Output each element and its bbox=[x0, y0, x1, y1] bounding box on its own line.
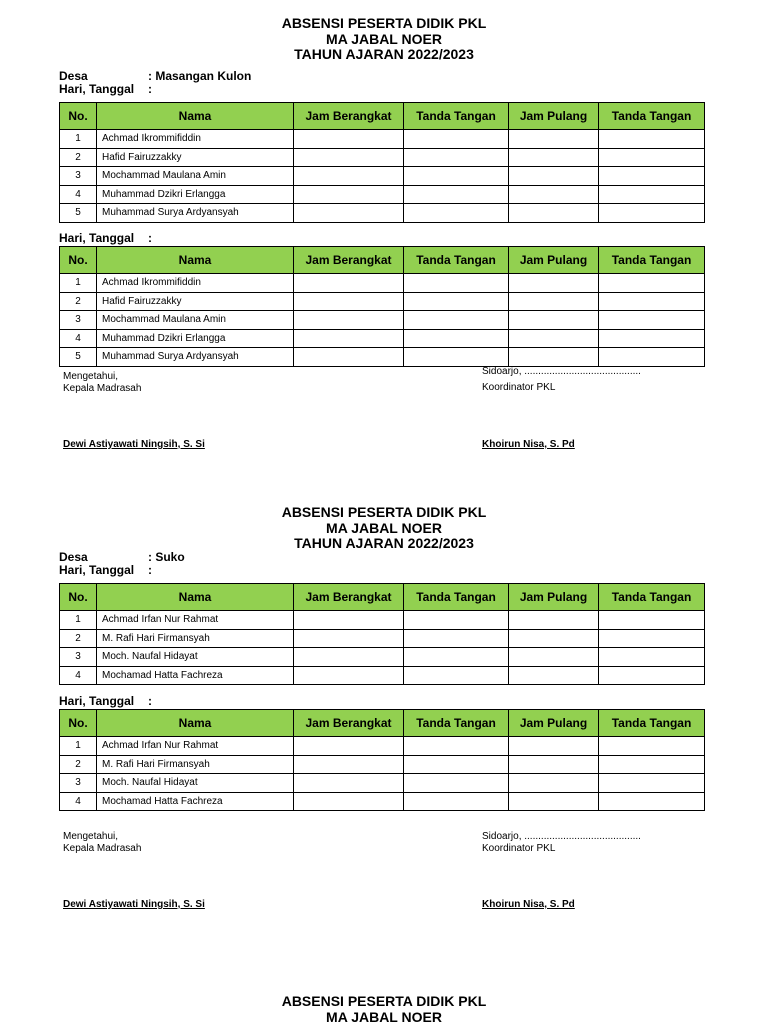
student-name: Mochamad Hatta Fachreza bbox=[97, 792, 294, 811]
row-number: 1 bbox=[60, 611, 97, 630]
attendance-table bbox=[59, 246, 705, 367]
row-number: 1 bbox=[60, 737, 97, 756]
coordinator-name: Khoirun Nisa, S. Pd bbox=[482, 899, 575, 910]
jam-pulang-cell[interactable] bbox=[509, 185, 599, 204]
jam-pulang-cell[interactable] bbox=[509, 755, 599, 774]
table-header-row bbox=[60, 103, 705, 130]
tanda-tangan-cell[interactable] bbox=[599, 648, 705, 667]
tanda-tangan-cell[interactable] bbox=[404, 755, 509, 774]
student-name: Achmad Ikrommifiddin bbox=[97, 274, 294, 293]
header-jam-berangkat: Jam Berangkat bbox=[294, 710, 404, 737]
header-nama: Nama bbox=[97, 584, 294, 611]
jam-berangkat-cell[interactable] bbox=[294, 629, 404, 648]
tanda-tangan-cell[interactable] bbox=[404, 204, 509, 223]
jam-pulang-cell[interactable] bbox=[509, 611, 599, 630]
jam-pulang-cell[interactable] bbox=[509, 292, 599, 311]
approval-block bbox=[63, 371, 141, 394]
tanda-tangan-cell[interactable] bbox=[404, 648, 509, 667]
student-name: Moch. Naufal Hidayat bbox=[97, 648, 294, 667]
tanda-tangan-cell[interactable] bbox=[599, 755, 705, 774]
table-row bbox=[60, 311, 705, 330]
table-row bbox=[60, 148, 705, 167]
kepala-madrasah-text: Kepala Madrasah bbox=[63, 843, 141, 855]
row-number: 4 bbox=[60, 329, 97, 348]
school-name: MA JABAL NOER bbox=[0, 32, 768, 48]
row-number: 3 bbox=[60, 648, 97, 667]
tanda-tangan-cell[interactable] bbox=[599, 274, 705, 293]
attendance-table bbox=[59, 709, 705, 811]
hari-tanggal-label: Hari, Tanggal bbox=[59, 564, 148, 577]
jam-pulang-cell[interactable] bbox=[509, 348, 599, 367]
table-row bbox=[60, 130, 705, 149]
header-no: No. bbox=[60, 247, 97, 274]
table-row bbox=[60, 648, 705, 667]
jam-berangkat-cell[interactable] bbox=[294, 737, 404, 756]
jam-berangkat-cell[interactable] bbox=[294, 666, 404, 685]
attendance-table bbox=[59, 583, 705, 685]
tanda-tangan-cell[interactable] bbox=[404, 167, 509, 186]
section-2-title bbox=[0, 505, 768, 552]
student-name: Muhammad Surya Ardyansyah bbox=[97, 348, 294, 367]
tanda-tangan-cell[interactable] bbox=[599, 167, 705, 186]
jam-berangkat-cell[interactable] bbox=[294, 311, 404, 330]
jam-berangkat-cell[interactable] bbox=[294, 774, 404, 793]
table-row bbox=[60, 737, 705, 756]
school-name: MA JABAL NOER bbox=[0, 1010, 768, 1025]
header-jam-pulang: Jam Pulang bbox=[509, 584, 599, 611]
student-name: Muhammad Dzikri Erlangga bbox=[97, 185, 294, 204]
doc-title: ABSENSI PESERTA DIDIK PKL bbox=[0, 505, 768, 521]
desa-label: Desa bbox=[59, 551, 148, 564]
tanda-tangan-cell[interactable] bbox=[404, 329, 509, 348]
tanda-tangan-cell[interactable] bbox=[404, 611, 509, 630]
tanda-tangan-cell[interactable] bbox=[404, 130, 509, 149]
hari-tanggal-label: Hari, Tanggal bbox=[59, 83, 148, 96]
jam-berangkat-cell[interactable] bbox=[294, 204, 404, 223]
student-name: M. Rafi Hari Firmansyah bbox=[97, 755, 294, 774]
approval-block bbox=[63, 831, 141, 854]
header-no: No. bbox=[60, 710, 97, 737]
hari-tanggal-line bbox=[59, 695, 152, 708]
student-name: Achmad Irfan Nur Rahmat bbox=[97, 611, 294, 630]
header-no: No. bbox=[60, 103, 97, 130]
jam-berangkat-cell[interactable] bbox=[294, 611, 404, 630]
jam-berangkat-cell[interactable] bbox=[294, 185, 404, 204]
student-name: M. Rafi Hari Firmansyah bbox=[97, 629, 294, 648]
student-name: Mochammad Maulana Amin bbox=[97, 311, 294, 330]
section-1-title bbox=[0, 16, 768, 63]
table-row bbox=[60, 666, 705, 685]
header-tanda-tangan: Tanda Tangan bbox=[599, 584, 705, 611]
mengetahui-text: Mengetahui, bbox=[63, 371, 141, 383]
header-jam-berangkat: Jam Berangkat bbox=[294, 584, 404, 611]
row-number: 5 bbox=[60, 348, 97, 367]
tanda-tangan-cell[interactable] bbox=[599, 292, 705, 311]
desa-value: : Suko bbox=[148, 550, 185, 564]
header-jam-berangkat: Jam Berangkat bbox=[294, 103, 404, 130]
tanda-tangan-cell[interactable] bbox=[404, 792, 509, 811]
row-number: 4 bbox=[60, 666, 97, 685]
jam-pulang-cell[interactable] bbox=[509, 792, 599, 811]
jam-pulang-cell[interactable] bbox=[509, 130, 599, 149]
section-3-title bbox=[0, 994, 768, 1025]
tanda-tangan-cell[interactable] bbox=[599, 204, 705, 223]
jam-berangkat-cell[interactable] bbox=[294, 648, 404, 667]
hari-tanggal-value: : bbox=[148, 694, 152, 708]
header-jam-pulang: Jam Pulang bbox=[509, 103, 599, 130]
tanda-tangan-cell[interactable] bbox=[599, 348, 705, 367]
hari-tanggal-line bbox=[59, 83, 152, 96]
kepala-madrasah-text: Kepala Madrasah bbox=[63, 383, 141, 395]
student-name: Hafid Fairuzzakky bbox=[97, 292, 294, 311]
table-header-row bbox=[60, 247, 705, 274]
tanda-tangan-cell[interactable] bbox=[404, 737, 509, 756]
table-row bbox=[60, 292, 705, 311]
hari-tanggal-label: Hari, Tanggal bbox=[59, 695, 148, 708]
header-tanda-tangan: Tanda Tangan bbox=[404, 584, 509, 611]
jam-berangkat-cell[interactable] bbox=[294, 148, 404, 167]
koordinator-text: Koordinator PKL bbox=[482, 382, 641, 394]
table-header-row bbox=[60, 710, 705, 737]
header-tanda-tangan: Tanda Tangan bbox=[599, 247, 705, 274]
row-number: 4 bbox=[60, 792, 97, 811]
row-number: 2 bbox=[60, 148, 97, 167]
row-number: 2 bbox=[60, 292, 97, 311]
jam-pulang-cell[interactable] bbox=[509, 204, 599, 223]
table-header-row bbox=[60, 584, 705, 611]
tanda-tangan-cell[interactable] bbox=[404, 666, 509, 685]
desa-value: : Masangan Kulon bbox=[148, 69, 251, 83]
principal-name: Dewi Astiyawati Ningsih, S. Si bbox=[63, 899, 205, 910]
table-row bbox=[60, 611, 705, 630]
place-date-text: Sidoarjo, .......................................... bbox=[482, 366, 641, 378]
header-nama: Nama bbox=[97, 103, 294, 130]
header-tanda-tangan: Tanda Tangan bbox=[599, 710, 705, 737]
jam-pulang-cell[interactable] bbox=[509, 737, 599, 756]
header-jam-pulang: Jam Pulang bbox=[509, 247, 599, 274]
principal-name: Dewi Astiyawati Ningsih, S. Si bbox=[63, 439, 205, 450]
row-number: 1 bbox=[60, 130, 97, 149]
tanda-tangan-cell[interactable] bbox=[599, 148, 705, 167]
attendance-table bbox=[59, 102, 705, 223]
jam-berangkat-cell[interactable] bbox=[294, 274, 404, 293]
table-row bbox=[60, 755, 705, 774]
jam-berangkat-cell[interactable] bbox=[294, 792, 404, 811]
tanda-tangan-cell[interactable] bbox=[599, 185, 705, 204]
header-nama: Nama bbox=[97, 710, 294, 737]
desa-label: Desa bbox=[59, 70, 148, 83]
tanda-tangan-cell[interactable] bbox=[404, 348, 509, 367]
table-row bbox=[60, 629, 705, 648]
table-row bbox=[60, 204, 705, 223]
hari-tanggal-line bbox=[59, 564, 152, 577]
tanda-tangan-cell[interactable] bbox=[404, 148, 509, 167]
tanda-tangan-cell[interactable] bbox=[404, 311, 509, 330]
tanda-tangan-cell[interactable] bbox=[599, 737, 705, 756]
header-tanda-tangan: Tanda Tangan bbox=[404, 247, 509, 274]
header-nama: Nama bbox=[97, 247, 294, 274]
student-name: Moch. Naufal Hidayat bbox=[97, 774, 294, 793]
table-row bbox=[60, 774, 705, 793]
doc-title: ABSENSI PESERTA DIDIK PKL bbox=[0, 16, 768, 32]
tanda-tangan-cell[interactable] bbox=[599, 130, 705, 149]
tanda-tangan-cell[interactable] bbox=[404, 185, 509, 204]
jam-pulang-cell[interactable] bbox=[509, 274, 599, 293]
student-name: Hafid Fairuzzakky bbox=[97, 148, 294, 167]
student-name: Achmad Ikrommifiddin bbox=[97, 130, 294, 149]
tanda-tangan-cell[interactable] bbox=[599, 629, 705, 648]
student-name: Achmad Irfan Nur Rahmat bbox=[97, 737, 294, 756]
school-name: MA JABAL NOER bbox=[0, 521, 768, 537]
table-row bbox=[60, 167, 705, 186]
table-row bbox=[60, 274, 705, 293]
row-number: 5 bbox=[60, 204, 97, 223]
jam-berangkat-cell[interactable] bbox=[294, 755, 404, 774]
row-number: 3 bbox=[60, 774, 97, 793]
header-tanda-tangan: Tanda Tangan bbox=[599, 103, 705, 130]
header-tanda-tangan: Tanda Tangan bbox=[404, 103, 509, 130]
header-tanda-tangan: Tanda Tangan bbox=[404, 710, 509, 737]
row-number: 1 bbox=[60, 274, 97, 293]
jam-berangkat-cell[interactable] bbox=[294, 130, 404, 149]
tanda-tangan-cell[interactable] bbox=[599, 611, 705, 630]
hari-tanggal-value: : bbox=[148, 231, 152, 245]
jam-pulang-cell[interactable] bbox=[509, 167, 599, 186]
tanda-tangan-cell[interactable] bbox=[404, 274, 509, 293]
coordinator-name: Khoirun Nisa, S. Pd bbox=[482, 439, 575, 450]
hari-tanggal-value: : bbox=[148, 82, 152, 96]
tanda-tangan-cell[interactable] bbox=[404, 774, 509, 793]
jam-berangkat-cell[interactable] bbox=[294, 329, 404, 348]
tanda-tangan-cell[interactable] bbox=[404, 629, 509, 648]
tanda-tangan-cell[interactable] bbox=[599, 329, 705, 348]
student-name: Mochamad Hatta Fachreza bbox=[97, 666, 294, 685]
row-number: 3 bbox=[60, 311, 97, 330]
jam-berangkat-cell[interactable] bbox=[294, 292, 404, 311]
coordinator-block bbox=[482, 366, 641, 393]
student-name: Muhammad Dzikri Erlangga bbox=[97, 329, 294, 348]
table-row bbox=[60, 329, 705, 348]
header-jam-pulang: Jam Pulang bbox=[509, 710, 599, 737]
table-row bbox=[60, 792, 705, 811]
student-name: Mochammad Maulana Amin bbox=[97, 167, 294, 186]
row-number: 2 bbox=[60, 629, 97, 648]
header-no: No. bbox=[60, 584, 97, 611]
row-number: 3 bbox=[60, 167, 97, 186]
tanda-tangan-cell[interactable] bbox=[599, 774, 705, 793]
jam-berangkat-cell[interactable] bbox=[294, 348, 404, 367]
tanda-tangan-cell[interactable] bbox=[404, 292, 509, 311]
jam-pulang-cell[interactable] bbox=[509, 148, 599, 167]
row-number: 4 bbox=[60, 185, 97, 204]
jam-berangkat-cell[interactable] bbox=[294, 167, 404, 186]
koordinator-text: Koordinator PKL bbox=[482, 843, 641, 855]
mengetahui-text: Mengetahui, bbox=[63, 831, 141, 843]
academic-year: TAHUN AJARAN 2022/2023 bbox=[0, 47, 768, 63]
tanda-tangan-cell[interactable] bbox=[599, 666, 705, 685]
table-row bbox=[60, 185, 705, 204]
hari-tanggal-line bbox=[59, 232, 152, 245]
tanda-tangan-cell[interactable] bbox=[599, 311, 705, 330]
place-date-text: Sidoarjo, .......................................... bbox=[482, 831, 641, 843]
coordinator-block bbox=[482, 831, 641, 854]
hari-tanggal-label: Hari, Tanggal bbox=[59, 232, 148, 245]
academic-year: TAHUN AJARAN 2022/2023 bbox=[0, 536, 768, 552]
jam-pulang-cell[interactable] bbox=[509, 666, 599, 685]
header-jam-berangkat: Jam Berangkat bbox=[294, 247, 404, 274]
jam-pulang-cell[interactable] bbox=[509, 648, 599, 667]
student-name: Muhammad Surya Ardyansyah bbox=[97, 204, 294, 223]
tanda-tangan-cell[interactable] bbox=[599, 792, 705, 811]
table-row bbox=[60, 348, 705, 367]
doc-title: ABSENSI PESERTA DIDIK PKL bbox=[0, 994, 768, 1010]
jam-pulang-cell[interactable] bbox=[509, 329, 599, 348]
jam-pulang-cell[interactable] bbox=[509, 311, 599, 330]
row-number: 2 bbox=[60, 755, 97, 774]
hari-tanggal-value: : bbox=[148, 563, 152, 577]
jam-pulang-cell[interactable] bbox=[509, 629, 599, 648]
jam-pulang-cell[interactable] bbox=[509, 774, 599, 793]
